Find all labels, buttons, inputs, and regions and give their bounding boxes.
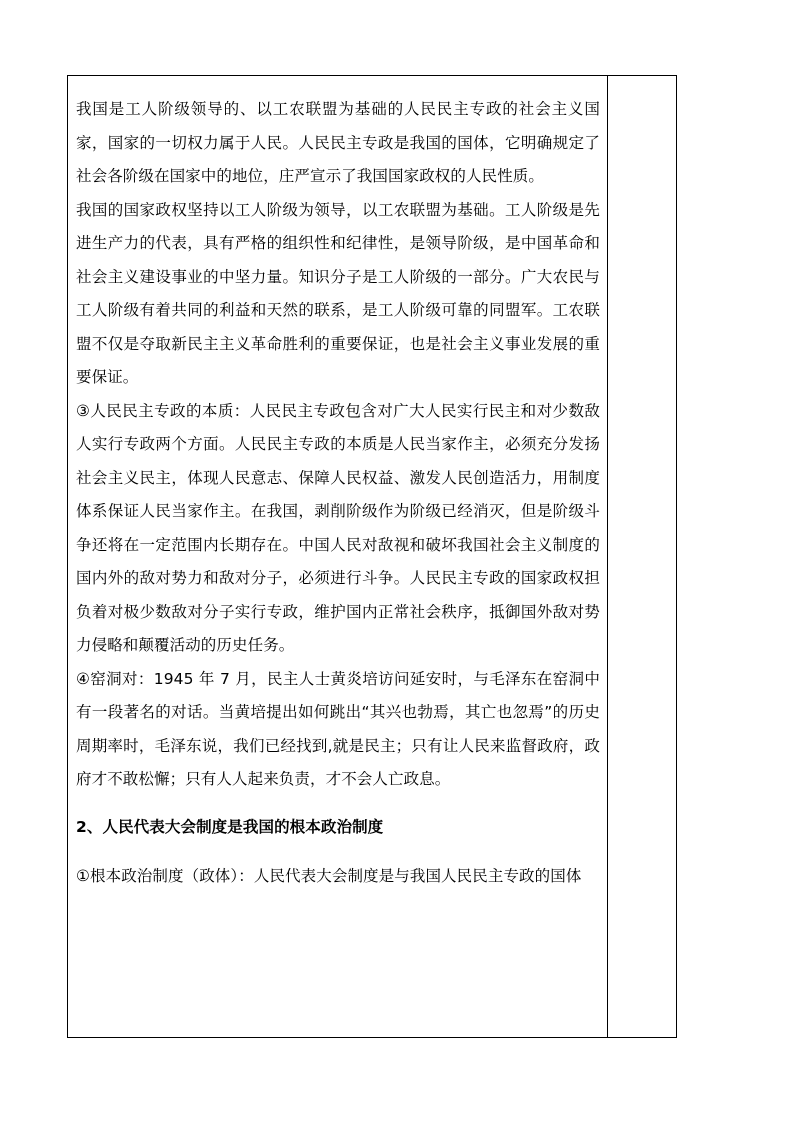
paragraph-cave-dialogue: ④窑洞对：1945 年 7 月，民主人士黄炎培访问延安时，与毛泽东在窑洞中有一段著名的对话。当黄培提出如何跳出“其兴也勃焉，其亡也忽焉”的历史周期率时，毛泽东说，我们已经找到,就是民主；只有让人民来监督政府，政府才不敢松懈；只有人人起来负责，才不会人亡政息。 — [76, 669, 600, 788]
content-cell — [76, 93, 600, 894]
paragraph-worker-peasant-alliance: 我国的国家政权坚持以工人阶级为领导，以工农联盟为基础。工人阶级是先进生产力的代表，具有严格的组织性和纪律性，是领导阶级，是中国革命和社会主义建设事业的中坚力量。知识分子是工人阶级的一部分。广大农民与工人阶级有着共同的利益和天然的联系，是工人阶级可靠的同盟军。工农联盟不仅是夺取新民主主义革命胜利的重要保证，也是社会主义事业发展的重要保证。 — [76, 200, 600, 386]
paragraph-state-nature: 我国是工人阶级领导的、以工农联盟为基础的人民民主专政的社会主义国家，国家的一切权力属于人民。人民民主专政是我国的国体，它明确规定了社会各阶级在国家中的地位，庄严宣示了我国国家政权的人民性质。 — [76, 100, 600, 185]
paragraph-fundamental-system: ①根本政治制度（政体）：人民代表大会制度是与我国人民民主专政的国体 — [76, 867, 582, 885]
document-table — [67, 75, 677, 1038]
section-heading: 2、人民代表大会制度是我国的根本政治制度 — [76, 817, 384, 836]
paragraph-dictatorship-essence: ③人民民主专政的本质：人民民主专政包含对广大人民实行民主和对少数敌人实行专政两个方面。人民民主专政的本质是人民当家作主，必须充分发扬社会主义民主，体现人民意志、保障人民权益、激发人民创造活力，用制度体系保证人民当家作主。在我国，剥削阶级作为阶级已经消灭，但是阶级斗争还将在一定范围内长期存在。中国人民对敌视和破坏我国社会主义制度的国内外的敌对势力和敌对分子，必须进行斗争。人民民主专政的国家政权担负着对极少数敌对分子实行专政，维护国内正常社会秩序，抵御国外敌对势力侵略和颠覆活动的历史任务。 — [76, 401, 600, 654]
notes-cell — [608, 76, 676, 1037]
